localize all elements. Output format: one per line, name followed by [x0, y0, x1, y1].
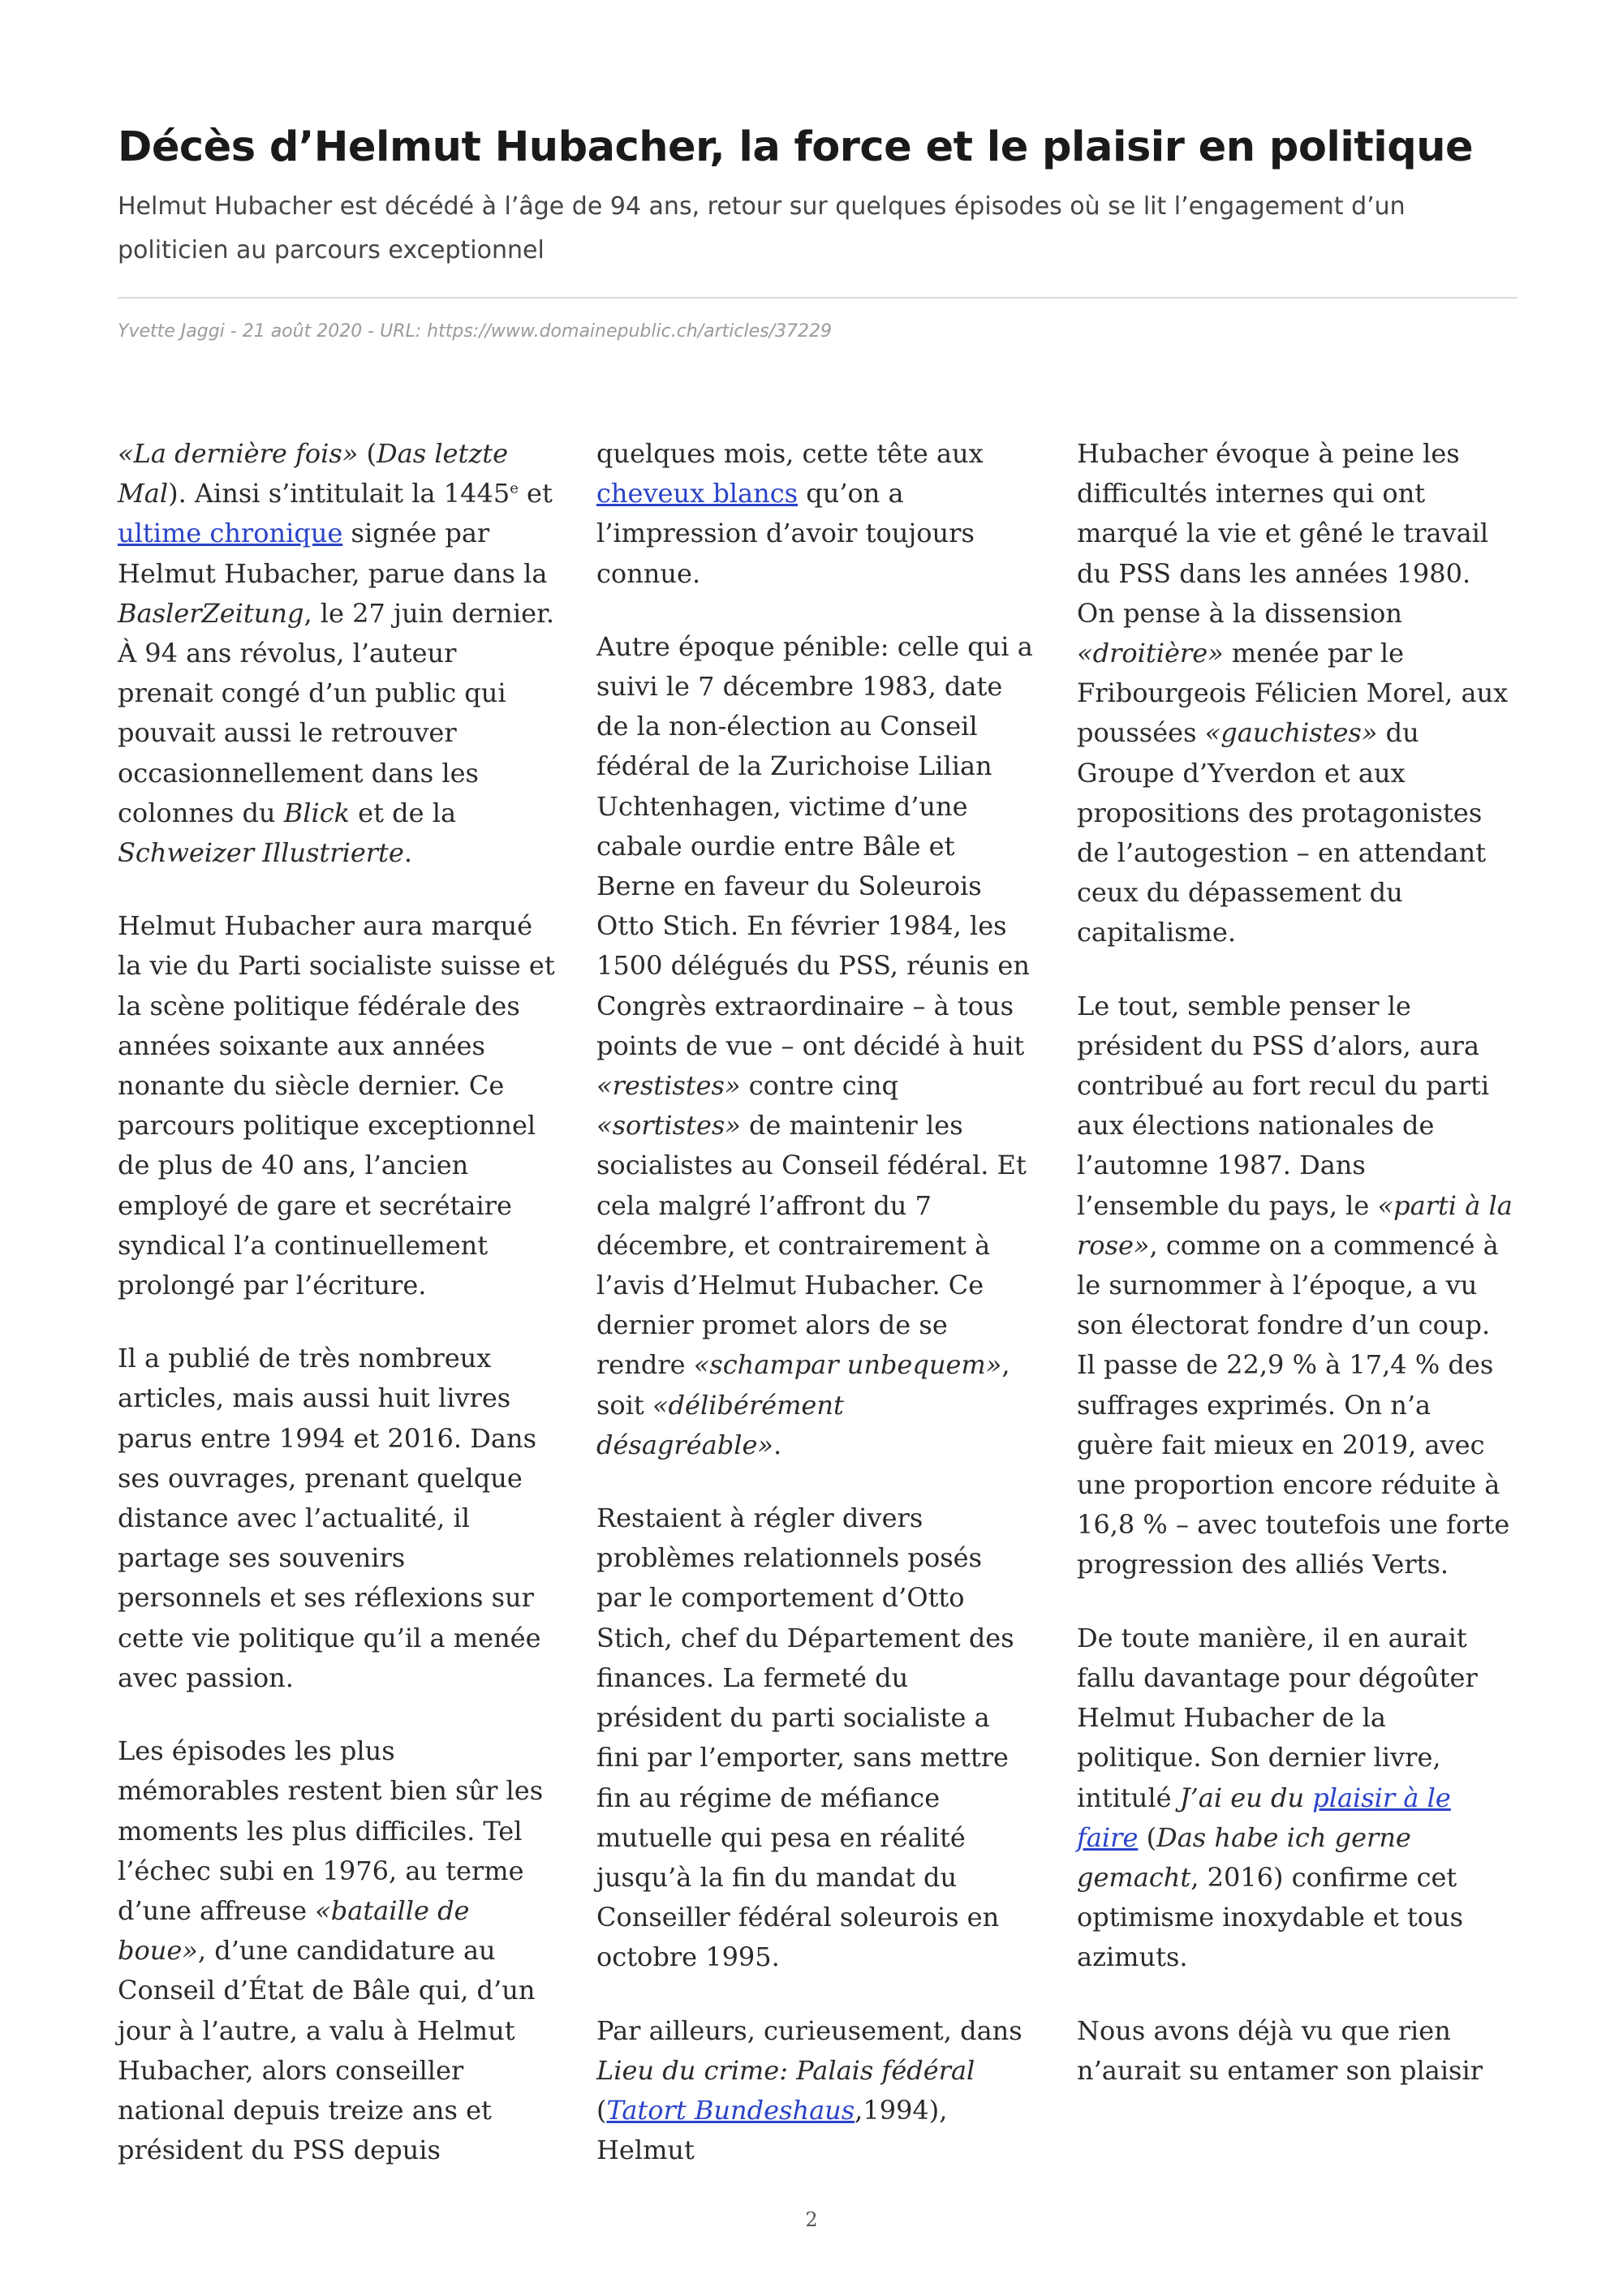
article-title: Décès d’Helmut Hubacher, la force et le plaisir en politique — [118, 123, 1474, 171]
paragraph — [596, 2011, 1035, 2171]
text-column-3 — [1077, 434, 1515, 2124]
quote-text: «La dernière fois» — [118, 438, 359, 469]
article-page — [118, 122, 1518, 2166]
text-run: Nous avons déjà vu que rien n’aurait su entamer son plaisir — [1077, 2014, 1483, 2086]
paragraph — [118, 1731, 556, 2170]
text-run: qu’on a l’impression d’avoir toujours connue. — [596, 478, 975, 589]
article-subtitle: Helmut Hubacher est décédé à l’âge de 94 ans, retour sur quelques épisodes où se lit l’engagement d’un politicien au parcours exceptionnel — [118, 192, 1406, 264]
book-title: Das habe ich gerne gemacht — [1077, 1821, 1411, 1893]
text-run: ( — [1138, 1821, 1157, 1853]
quote-text: «schampar unbequem» — [693, 1349, 1002, 1381]
quote-text: «droitière» — [1077, 638, 1224, 669]
text-run: Il a publié de très nombreux articles, mais aussi huit livres parus entre 1994 et 2016. Dans ses ouvrages, prenant quelque distance avec l’actualité, il partage ses souvenirs personnels et ses réflexions sur cette vie politique qu’il a menée avec passion. — [118, 1343, 541, 1693]
text-run: , d’une candidature au Conseil d’État de Bâle qui, d’un jour à l’autre, a valu à Helmut Hubacher, alors conseiller national depuis treize ans et président du PSS depuis — [118, 1935, 536, 2166]
text-run: . — [773, 1429, 782, 1460]
text-run: ,1994), Helmut — [596, 2094, 948, 2166]
quote-text: «délibérément désagréable» — [596, 1389, 844, 1460]
text-run: De toute manière, il en aurait fallu davantage pour dégoûter Helmut Hubacher de la politique. Son dernier livre, intitulé — [1077, 1622, 1478, 1813]
text-run: Les épisodes les plus mémorables restent bien sûr les moments les plus difficiles. Tel l’échec subi en 1976, au terme d’une affreuse — [118, 1735, 544, 1926]
text-run: . — [403, 837, 413, 869]
text-run: contre cinq — [740, 1070, 899, 1102]
text-run: ). Ainsi s’intitulait la 1445 — [168, 478, 510, 510]
paragraph — [596, 627, 1035, 1465]
text-run: de maintenir les socialistes au Conseil fédéral. Et cela malgré l’affront du 7 décembre, et contrairement à l’avis d’Helmut Hubacher. Ce dernier promet alors de se rendre — [596, 1110, 1027, 1381]
text-run: , comme on a commencé à le surnommer à l’époque, a vu son électorat fondre d’un coup. Il passe de 22,9 % à 17,4 % des suffrages exprimés. On n’a guère fait mieux en 2019, avec une proportion encore réduite à 16,8 % – avec toutefois une forte progression des alliés Verts. — [1077, 1229, 1510, 1580]
magazine-name: Schweizer Illustrierte — [118, 837, 404, 869]
text-run: , 2016) confirme cet optimisme inoxydable et tous azimuts. — [1077, 1861, 1464, 1973]
paragraph — [1077, 434, 1515, 953]
article-meta: Yvette Jaggi - 21 août 2020 - URL: https://www.domainepublic.ch/articles/37229 — [118, 321, 833, 342]
text-column-2 — [596, 434, 1035, 2204]
text-run: ( — [596, 2094, 607, 2126]
paragraph — [596, 434, 1035, 594]
text-column-1 — [118, 434, 556, 2204]
ordinal-suffix: e — [510, 479, 519, 497]
book-title: Lieu du crime: Palais fédéral — [596, 2054, 975, 2086]
text-run: du Groupe d’Yverdon et aux propositions des protagonistes de l’autogestion – en attendant ceux du dépassement du capitalisme. — [1077, 717, 1487, 948]
text-run: Par ailleurs, curieusement, dans — [596, 2014, 1022, 2046]
link-plaisir-a-le-faire[interactable]: plaisir à le faire — [1077, 1782, 1451, 1853]
article-body — [118, 434, 1518, 2268]
foreign-title: Das letzte Mal — [118, 438, 508, 510]
text-run: et — [518, 478, 553, 510]
text-run: quelques mois, cette tête aux — [596, 438, 984, 469]
text-run: Helmut Hubacher aura marqué la vie du Parti socialiste suisse et la scène politique fédérale des années soixante aux années nonante du siècle dernier. Ce parcours politique exceptionnel de plus de 40 ans, l’ancien employé de gare et secrétaire syndical l’a continuellement prolongé par l’écriture. — [118, 910, 555, 1301]
text-run: Autre époque pénible: celle qui a suivi le 7 décembre 1983, date de la non-élection au Conseil fédéral de la Zurichoise Lilian Uchtenhagen, victime d’une cabale ourdie entre Bâle et Berne en faveur du Soleurois Otto Stich. En février 1984, les 1500 délégués du PSS, réunis en Congrès extraordinaire – à tous points de vue – ont décidé à huit — [596, 630, 1033, 1061]
newspaper-name: Blick — [283, 797, 350, 828]
paragraph — [118, 906, 556, 1305]
text-run: Hubacher évoque à peine les difficultés internes qui ont marqué la vie et gêné le travail du PSS dans les années 1980. On pense à la dissension — [1077, 438, 1489, 629]
link-ultime-chronique[interactable]: ultime chronique — [118, 518, 343, 549]
book-title: J’ai eu du — [1179, 1782, 1313, 1813]
quote-text: «restistes» — [596, 1070, 741, 1102]
quote-text: «parti à la rose» — [1077, 1189, 1513, 1261]
paragraph — [118, 1339, 556, 1698]
paragraph — [596, 1498, 1035, 1977]
quote-text: «sortistes» — [596, 1110, 741, 1142]
text-run: Restaient à régler divers problèmes relationnels posés par le comportement d’Otto Stich, chef du Département des finances. La fermeté du président du parti socialiste a fini par l’emporter, sans mettre fin au régime de méfiance mutuelle qui pesa en réalité jusqu’à la fin du mandat du Conseiller fédéral soleurois en octobre 1995. — [596, 1503, 1014, 1973]
text-run: Le tout, semble penser le président du PSS d’alors, aura contribué au fort recul du parti aux élections nationales de l’automne 1987. Dans l’ensemble du pays, le — [1077, 990, 1490, 1221]
page-number: 2 — [805, 2208, 818, 2231]
text-run: , soit — [596, 1349, 1010, 1421]
text-run: ( — [358, 438, 377, 469]
quote-text: «bataille de boue» — [118, 1894, 470, 1967]
paragraph — [118, 434, 556, 873]
paragraph — [1077, 987, 1515, 1585]
text-run: signée par Helmut Hubacher, parue dans la — [118, 518, 548, 589]
header-divider — [118, 297, 1518, 299]
paragraph — [1077, 2011, 1515, 2091]
link-tatort-bundeshaus[interactable]: Tatort Bundeshaus — [606, 2094, 855, 2126]
text-run: menée par le Fribourgeois Félicien Morel, aux poussées — [1077, 638, 1509, 749]
text-run: et de la — [350, 797, 457, 828]
text-run: , le 27 juin dernier. À 94 ans révolus, l’auteur prenait congé d’un public qui pouvait aussi le retrouver occasionnellement dans les colonnes du — [118, 597, 555, 828]
newspaper-name: BaslerZeitung — [118, 597, 304, 629]
link-cheveux-blancs[interactable]: cheveux blancs — [596, 478, 799, 510]
paragraph — [1077, 1619, 1515, 1978]
quote-text: «gauchistes» — [1204, 717, 1378, 749]
